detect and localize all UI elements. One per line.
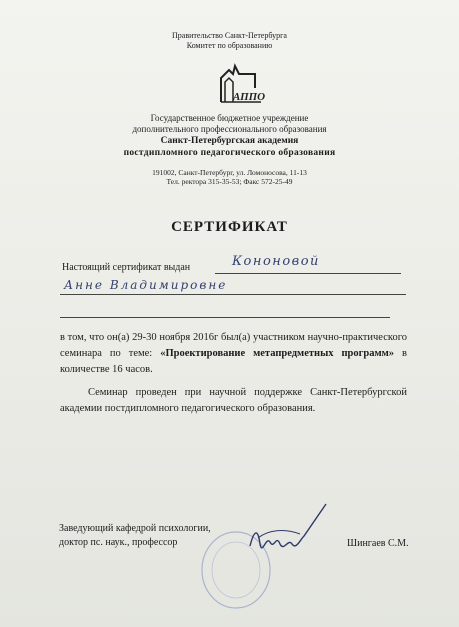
participation-paragraph [60,330,407,378]
seminar-topic: «Проектирование метапредметных программ» [160,348,395,359]
government-heading: Правительство Санкт-Петербурга [172,31,287,40]
signatory-position-2: доктор пс. наук., профессор [59,537,178,548]
committee-heading: Комитет по образованию [186,41,273,50]
surname-line [215,273,401,274]
blank-line [60,317,390,318]
hours-text: в количестве 16 часов. [60,348,408,375]
recipient-surname: Кононовой [232,254,320,269]
institution-line-2: дополнительного профессионального образования [132,124,327,134]
signatory-position-1: Заведующий кафедрой психологии, [59,523,211,534]
institution-line-3: Санкт-Петербургская академия [160,136,299,146]
academy-logo [215,62,265,106]
handwritten-signature [244,500,334,564]
support-paragraph: Семинар проведен при научной поддержке Санкт-Петербургской академии постдипломного педагогического образования. [60,387,407,414]
recipient-given-names: Анне Владимировне [64,278,228,292]
signatory-name: Шингаев С.М. [347,538,409,549]
institution-line-4: постдипломного педагогического образования [123,148,336,158]
institution-address: 191002, Санкт-Петербург, ул. Ломоносова, 11-13 [152,168,307,177]
institution-phones: Тел. ректора 315-35-53; Факс 572-25-49 [166,177,293,186]
logo-text: АППО [233,91,265,103]
participation-text: в том, что он(а) 29-30 ноября 2016г был(а) участником научно-практического семинара по теме: [60,332,407,359]
certificate-title: СЕРТИФИКАТ [171,219,288,235]
institution-line-1: Государственное бюджетное учреждение [150,113,309,123]
given-names-line [60,294,406,295]
issued-to-label: Настоящий сертификат выдан [62,262,191,273]
